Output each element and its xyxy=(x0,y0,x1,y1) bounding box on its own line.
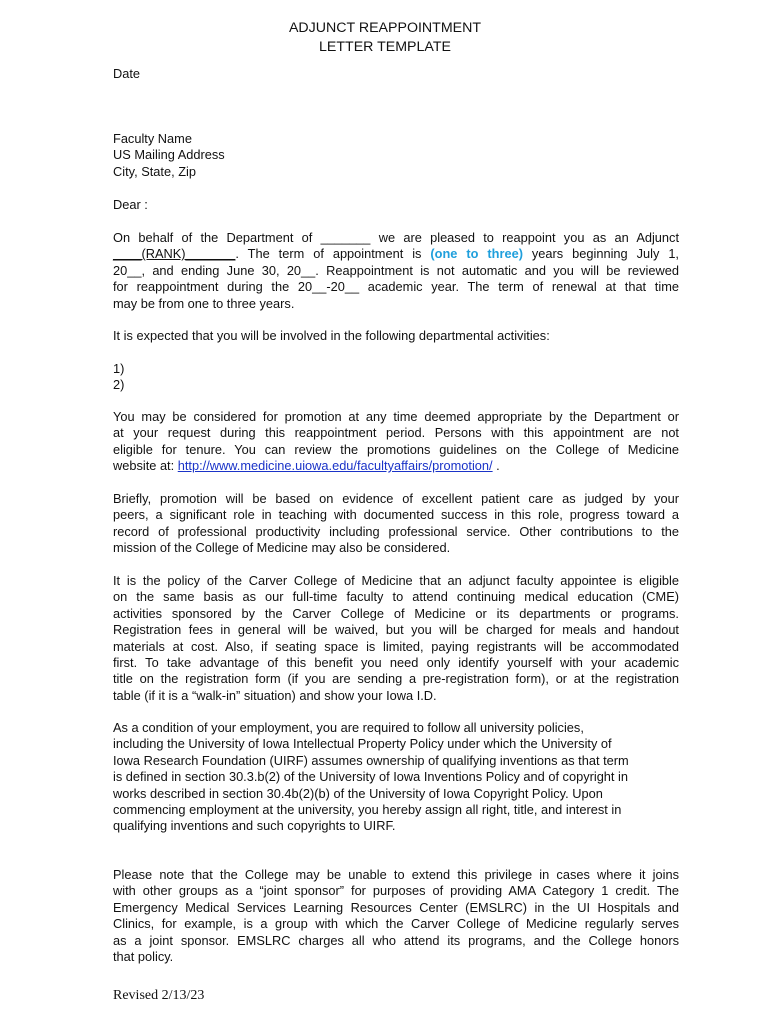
paragraph-joint-sponsor xyxy=(113,867,679,965)
list-item: 2) xyxy=(113,377,125,393)
text-line: activities sponsored by the Carver College of Medicine or its departments or programs. xyxy=(113,605,679,621)
text-line xyxy=(113,246,679,262)
text-line: may be from one to three years. xyxy=(113,295,295,311)
paragraph-promotion xyxy=(113,409,679,475)
text-line: that policy. xyxy=(113,949,174,965)
term-highlight: (one to three) xyxy=(430,246,523,262)
text-line: On behalf of the Department of _______ we are pleased to reappoint you as an Adjunct xyxy=(113,230,679,245)
text-line: qualifying inventions and such copyrights to UIRF. xyxy=(113,818,396,834)
faculty-name: Faculty Name xyxy=(113,131,192,146)
text-line: eligible for tenure. You can review the promotions guidelines on the College of Medicine xyxy=(113,441,679,457)
text-line xyxy=(113,458,679,474)
text-line: Briefly, promotion will be based on evidence of excellent patient care as judged by your xyxy=(113,491,679,506)
paragraph-ip-policy xyxy=(113,720,679,835)
text-fragment: . xyxy=(492,458,500,474)
text-line: Registration fees in general will be waived, but you will be charged for meals and handout xyxy=(113,622,679,638)
text-line: commencing employment at the university, you hereby assign all right, title, and interest in xyxy=(113,802,622,818)
mailing-address: US Mailing Address xyxy=(113,147,225,163)
text-line: on the same basis as our full-time faculty to attend continuing medical education (CME) xyxy=(113,589,679,605)
text-line: peers, a significant role in teaching with documented success in this role, progress toward a xyxy=(113,507,679,523)
paragraph-cme-policy xyxy=(113,573,679,704)
list-item: 1) xyxy=(113,361,125,376)
page-title xyxy=(0,19,770,57)
paragraph-criteria xyxy=(113,491,679,557)
text-line: Emergency Medical Services Learning Resources Center (EMSLRC) in the UI Hospitals and xyxy=(113,899,679,915)
text-fragment: . The term of appointment is xyxy=(235,246,431,262)
title-line-2: LETTER TEMPLATE xyxy=(319,39,451,55)
text-line: for reappointment during the 20__-20__ academic year. The term of renewal at that time xyxy=(113,279,679,295)
text-line: including the University of Iowa Intellectual Property Policy under which the University of xyxy=(113,736,612,752)
text-line: title on the registration form (if you are sending a pre-registration form), or at the registration xyxy=(113,671,679,687)
text-line: works described in section 30.4b(2)(b) of the University of Iowa Copyright Policy. Upon xyxy=(113,785,603,801)
text-line: 20__, and ending June 30, 20__. Reappointment is not automatic and you will be reviewed xyxy=(113,262,679,278)
text-fragment: website at: xyxy=(113,458,178,474)
text-fragment: years beginning July 1, xyxy=(522,246,679,262)
paragraph-reappointment xyxy=(113,230,679,312)
text-line: Iowa Research Foundation (UIRF) assumes ownership of qualifying inventions as that term xyxy=(113,752,629,768)
promotion-guidelines-link[interactable]: http://www.medicine.uiowa.edu/facultyaffairs/promotion/ xyxy=(177,458,493,474)
text-line: materials at cost. Also, if seating space is limited, paying registrants will be accommodated xyxy=(113,638,679,654)
text-line: It is the policy of the Carver College of Medicine that an adjunct faculty appointee is eligible xyxy=(113,573,679,588)
text-line: first. To take advantage of this benefit you need only identify yourself with your academic xyxy=(113,655,679,671)
date-label: Date xyxy=(113,66,141,81)
text-line: is defined in section 30.3.b(2) of the University of Iowa Inventions Policy and of copyright in xyxy=(113,769,628,785)
text-line: at your request during this reappointment period. Persons with this appointment are not xyxy=(113,425,679,441)
text-line: Please note that the College may be unable to extend this privilege in cases where it joins xyxy=(113,867,679,882)
text-line: You may be considered for promotion at any time deemed appropriate by the Department or xyxy=(113,409,679,424)
text-line: as a joint sponsor. EMSLRC charges all who attend its programs, and the College honors xyxy=(113,932,679,948)
title-line-1: ADJUNCT REAPPOINTMENT xyxy=(288,20,482,36)
address-block xyxy=(113,131,679,180)
city-state-zip: City, State, Zip xyxy=(113,163,196,179)
text-line: record of professional productivity including professional service. Other contributions to the xyxy=(113,523,679,539)
text-line: Clinics, for example, is a group with which the Carver College of Medicine regularly serves xyxy=(113,916,679,932)
text-line: As a condition of your employment, you are required to follow all university policies, xyxy=(113,720,584,735)
activities-list xyxy=(113,361,679,394)
paragraph-activities: It is expected that you will be involved in the following departmental activities: xyxy=(113,328,550,343)
text-line: table (if it is a “walk-in” situation) and show your Iowa I.D. xyxy=(113,687,437,703)
text-line: mission of the College of Medicine may also be considered. xyxy=(113,540,451,556)
revision-footer: Revised 2/13/23 xyxy=(113,988,205,1003)
salutation: Dear : xyxy=(113,197,148,212)
text-line: with other groups as a “joint sponsor” for purposes of providing AMA Category 1 credit. The xyxy=(113,883,679,899)
rank-placeholder: ____(RANK)_______ xyxy=(113,246,236,262)
